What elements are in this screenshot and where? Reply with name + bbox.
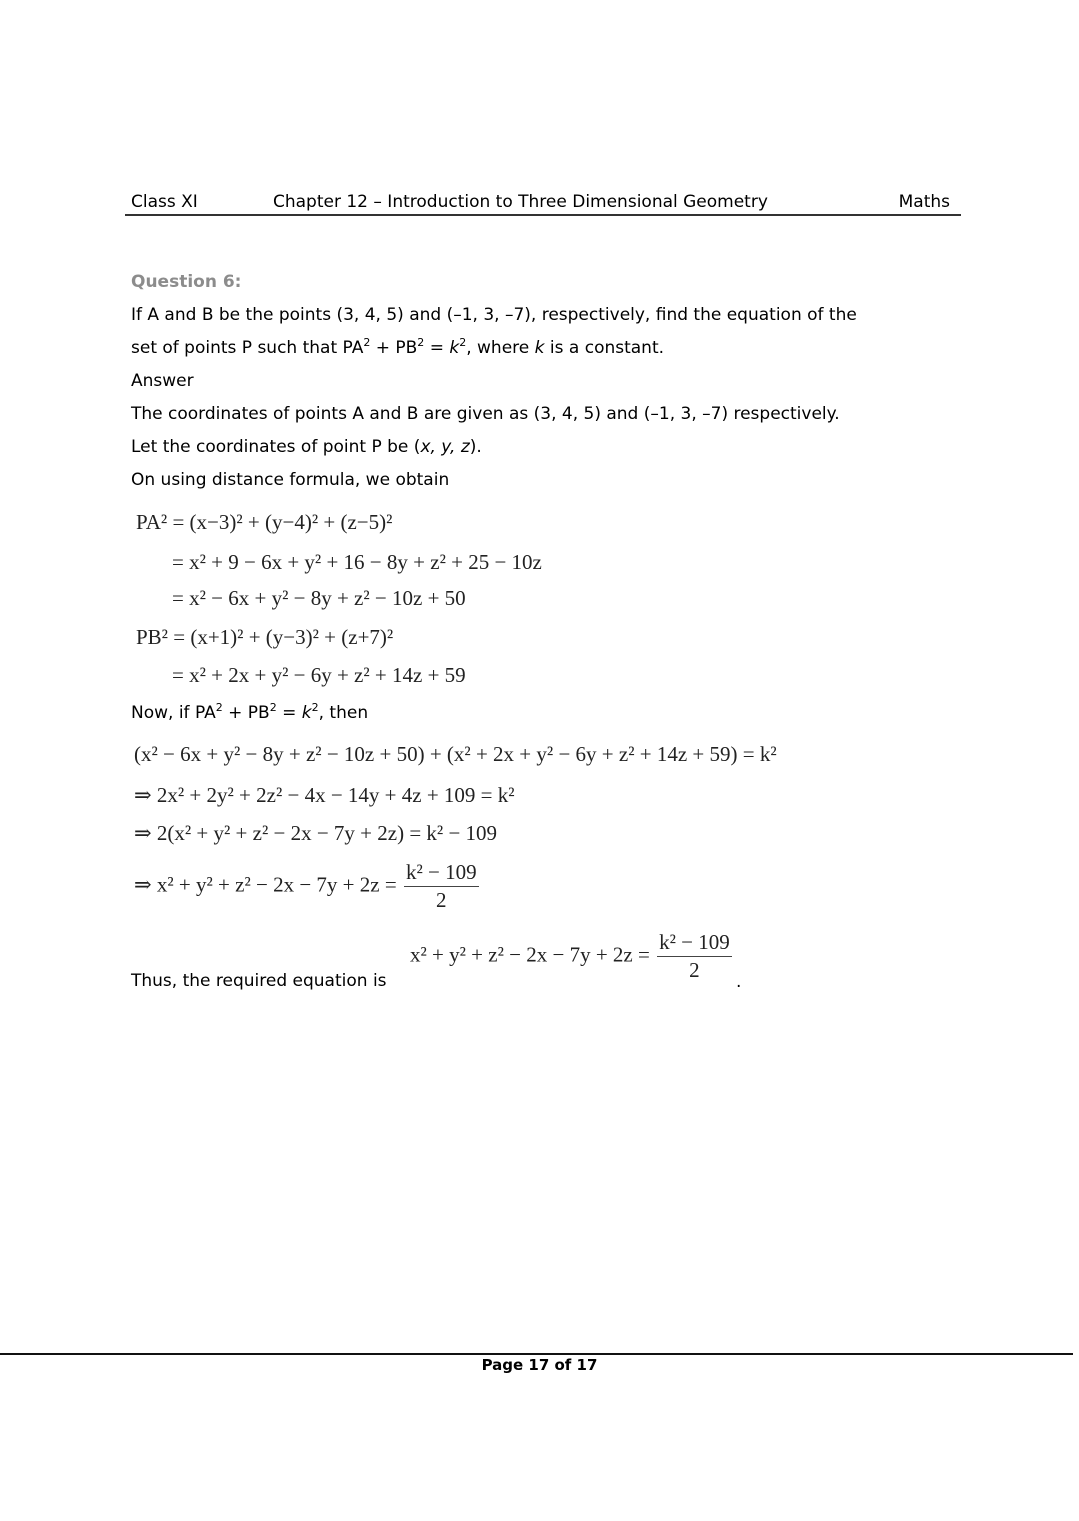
question-line-1: If A and B be the points (3, 4, 5) and (–1, 3, –7), respectively, find the equation of the xyxy=(131,305,857,325)
header-class: Class XI xyxy=(131,192,198,212)
final-period: . xyxy=(736,972,742,992)
equation-pa-3: = x² − 6x + y² − 8y + z² − 10z + 50 xyxy=(172,586,466,610)
header-chapter: Chapter 12 – Introduction to Three Dimensional Geometry xyxy=(273,192,768,212)
equation-pb-2: = x² + 2x + y² − 6y + z² + 14z + 59 xyxy=(172,663,466,687)
header-subject: Maths xyxy=(898,192,950,212)
equation-sum-3: ⇒ 2(x² + y² + z² − 2x − 7y + 2z) = k² − 109 xyxy=(134,821,498,845)
equation-sum-2: ⇒ 2x² + 2y² + 2z² − 4x − 14y + 4z + 109 = k² xyxy=(134,783,515,807)
equation-sum-4: ⇒ x² + y² + z² − 2x − 7y + 2z = $\frac{\text{k² − 109}}{2}$ xyxy=(134,860,477,912)
final-equation: x² + y² + z² − 2x − 7y + 2z = $\frac{\text{k² − 109}}{2}$ xyxy=(410,930,730,982)
page-header xyxy=(125,190,961,216)
question-label: Question 6: xyxy=(131,272,242,292)
answer-line-1: The coordinates of points A and B are given as (3, 4, 5) and (–1, 3, –7) respectively. xyxy=(131,404,840,424)
equation-pa-1: PA² = (x−3)² + (y−4)² + (z−5)² xyxy=(136,510,393,534)
answer-line-2: Let the coordinates of point P be (x, y, z). xyxy=(131,437,482,457)
equation-pb-1: PB² = (x+1)² + (y−3)² + (z+7)² xyxy=(136,625,394,649)
conclusion-text: Thus, the required equation is xyxy=(131,971,387,991)
equation-pa-2: = x² + 9 − 6x + y² + 16 − 8y + z² + 25 − 10z xyxy=(172,550,542,574)
answer-label: Answer xyxy=(131,371,194,391)
answer-line-3: On using distance formula, we obtain xyxy=(131,470,450,490)
page-number: Page 17 of 17 xyxy=(481,1356,598,1374)
now-line: Now, if $PA^2 + PB^2 = k^2$, then xyxy=(131,701,369,723)
question-line-2: set of points P such that $PA^2 + PB^2 = k^2$, where k is a constant. xyxy=(131,336,665,358)
fraction: $\frac{\text{k² − 109}}{2}$ xyxy=(405,860,477,912)
equation-sum-1: (x² − 6x + y² − 8y + z² − 10z + 50) + (x² + 2x + y² − 6y + z² + 14z + 59) = k² xyxy=(134,742,777,766)
final-fraction: $\frac{\text{k² − 109}}{2}$ xyxy=(659,930,730,982)
footer-divider xyxy=(0,1353,1073,1355)
